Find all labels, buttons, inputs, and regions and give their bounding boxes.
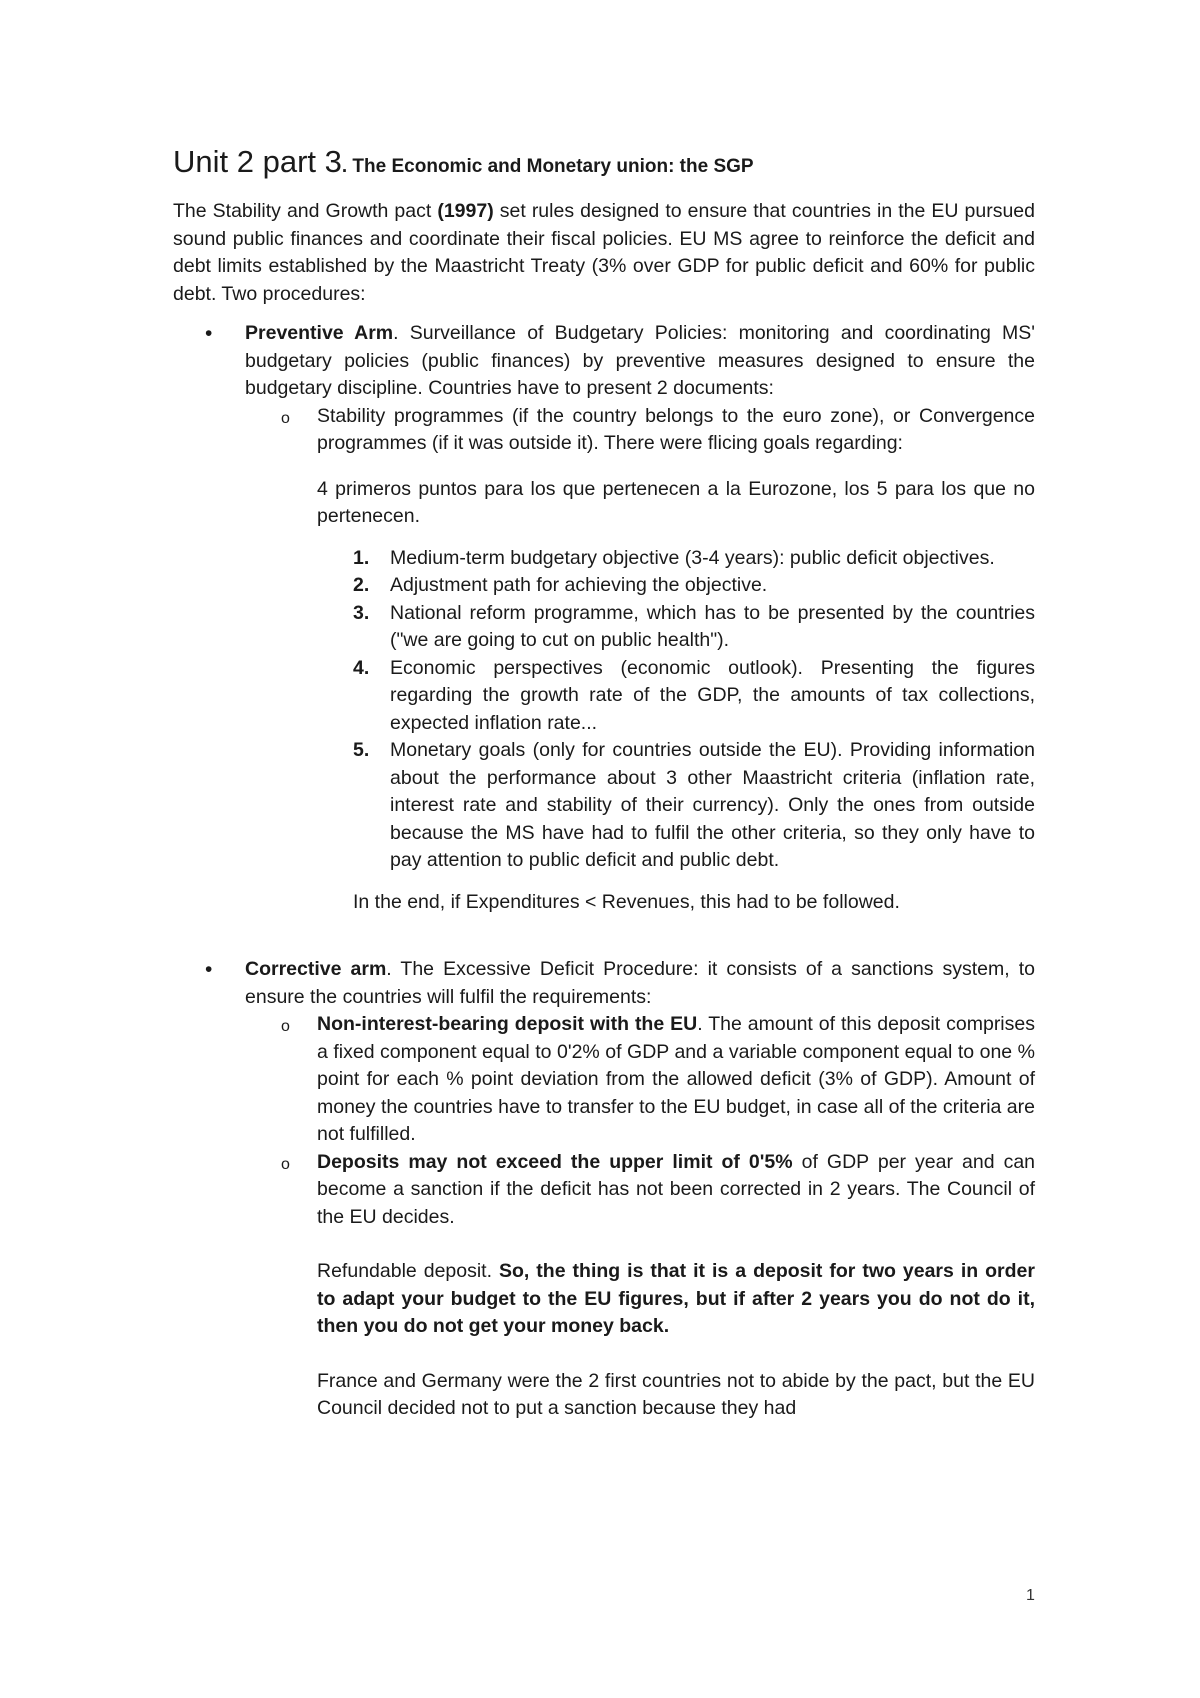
eurozone-note: 4 primeros puntos para los que pertenecen a la Eurozone, los 5 para los que no pertenecen. [317,477,1035,528]
numbered-objectives-list [317,545,1035,875]
document-content [173,142,1035,1423]
deposit-text: . The amount of this deposit comprises a fixed component equal to 0'2% of GDP and a variable component equal to one % point for each % point deviation from the allowed deficit (3% of GDP). Amount of money the countries have to transfer to the EU budget, in case all of the criteria are not fulfilled. [317,1013,1035,1146]
corrective-sub-list [245,1011,1035,1423]
page-number: 1 [1026,1587,1035,1604]
corrective-arm-item [173,956,1035,1423]
stability-programmes-item [245,403,1035,917]
list-item [353,737,1035,875]
deposit-paragraph [317,1011,1035,1149]
intro-text-a: The Stability and Growth pact [173,200,438,223]
corrective-arm-label: Corrective arm [245,958,387,981]
list-item-text: Adjustment path for achieving the objective. [390,574,768,597]
preventive-sub-list [245,403,1035,917]
france-germany-paragraph: France and Germany were the 2 first countries not to abide by the pact, but the EU Council decided not to put a sanction because they had [317,1369,1035,1420]
sub-bullet-marker: o [281,1155,290,1173]
intro-text-c: set rules designed to ensure that countries in the EU pursued sound public finances and coordinate their fiscal policies. EU MS agree to reinforce the deficit and debt limits established by the Maastricht Treaty (3% over GDP for public deficit and 60% for public debt. Two procedures: [173,200,1035,305]
corrective-arm-text: . The Excessive Deficit Procedure: it consists of a sanctions system, to ensure the countries will fulfil the requirements: [245,958,1036,1008]
deposit-limit-item [245,1149,1035,1423]
list-item [353,655,1035,738]
refundable-text: Refundable deposit. [317,1260,499,1283]
preventive-arm-text: . Surveillance of Budgetary Policies: monitoring and coordinating MS' budgetary policies (public finances) by preventive measures designed to ensure the budgetary discipline. Countries have to present 2 documents: [245,322,1035,400]
page-title [173,142,1035,180]
preventive-arm-label: Preventive Arm [245,322,394,345]
refundable-paragraph [317,1258,1035,1341]
list-item-number: 2. [353,574,370,597]
stability-programmes-text: Stability programmes (if the country belongs to the euro zone), or Convergence programmes (if it was outside it). There were flicing goals regarding: [317,404,1035,455]
list-item-text: Economic perspectives (economic outlook). Presenting the figures regarding the growth rate of the GDP, the amounts of tax collections, expected inflation rate... [390,656,1035,734]
refundable-bold: So, the thing is that it is a deposit for two years in order to adapt your budget to the EU figures, but if after 2 years you do not do it, then you do not get your money back. [317,1260,1035,1338]
deposit-item [245,1011,1035,1149]
intro-year: (1997) [437,200,494,223]
list-item-text: Monetary goals (only for countries outside the EU). Providing information about the performance about 3 other Maastricht criteria (inflation rate, interest rate and stability of their currency). Only the ones from outside because the MS have had to fulfil the other criteria, so they only have to pay attention to public deficit and public debt. [390,739,1035,872]
procedures-list [173,320,1035,1423]
list-item-text: National reform programme, which has to be presented by the countries ("we are going to cut on public health"). [390,601,1035,652]
deposit-limit-bold: Deposits may not exceed the upper limit of 0'5% [317,1150,793,1173]
list-item-text: Medium-term budgetary objective (3-4 years): public deficit objectives. [390,546,995,569]
list-item-number: 1. [353,546,370,569]
deposit-limit-text: of GDP per year and can become a sanction if the deficit has not been corrected in 2 years. The Council of the EU decides. [317,1150,1036,1228]
deposit-bold: Non-interest-bearing deposit with the EU [317,1013,698,1036]
list-item [353,572,1035,600]
title-main: Unit 2 part 3 [173,144,342,179]
list-item [353,545,1035,573]
preventive-arm-paragraph [245,320,1035,403]
list-item-number: 4. [353,656,370,679]
spacer [173,916,1035,956]
list-item [353,600,1035,655]
sub-bullet-marker: o [281,409,290,427]
deposit-limit-paragraph [317,1149,1035,1232]
list-item-number: 5. [353,739,370,762]
sub-bullet-marker: o [281,1018,290,1036]
expenditures-note: In the end, if Expenditures < Revenues, this had to be followed. [353,890,900,913]
preventive-arm-item [173,320,1035,916]
list-item-number: 3. [353,601,370,624]
intro-paragraph [173,198,1035,308]
title-subtitle: . The Economic and Monetary union: the SGP [341,156,754,177]
corrective-arm-paragraph [245,956,1035,1011]
